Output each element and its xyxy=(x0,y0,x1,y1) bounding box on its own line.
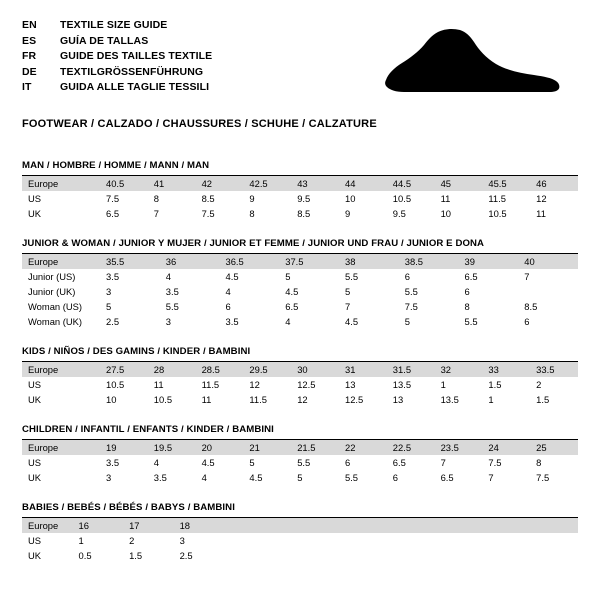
row-label: UK xyxy=(28,550,42,561)
language-title: GUIDE DES TAILLES TEXTILE xyxy=(60,50,213,62)
table-row xyxy=(22,362,578,377)
size-cell: 1.5 xyxy=(129,550,143,561)
dress-shoe-icon xyxy=(370,22,570,102)
size-cell-empty xyxy=(325,548,376,563)
row-label: Junior (UK) xyxy=(28,286,76,297)
size-cell: 5.5 xyxy=(297,457,311,468)
size-cell: 13 xyxy=(344,379,356,390)
size-cell-empty xyxy=(376,548,427,563)
size-table-children xyxy=(22,440,578,485)
language-row xyxy=(22,18,212,34)
size-cell: 9 xyxy=(249,193,255,204)
size-cell: 6.5 xyxy=(106,208,120,219)
size-cell: 10.5 xyxy=(488,208,507,219)
size-cell: 6 xyxy=(464,286,470,297)
size-cell-empty xyxy=(477,518,528,533)
table-row xyxy=(22,314,578,329)
page-title: FOOTWEAR / CALZADO / CHAUSSURES / SCHUHE / CALZATURE xyxy=(22,118,377,130)
size-cell-empty xyxy=(224,533,275,548)
size-cell: 16 xyxy=(73,518,124,533)
size-cell: 5 xyxy=(297,472,303,483)
language-title: GUÍA DE TALLAS xyxy=(60,34,149,47)
size-cell: 8 xyxy=(536,457,542,468)
row-label: UK xyxy=(28,472,42,483)
size-cell: 3 xyxy=(106,286,112,297)
table-row xyxy=(22,440,578,455)
table-row xyxy=(22,548,578,563)
size-cell: 5.5 xyxy=(404,286,418,297)
size-cell: 1 xyxy=(488,394,494,405)
size-cell: 6 xyxy=(524,316,530,327)
table-row xyxy=(22,176,578,191)
size-cell: 7.5 xyxy=(488,457,502,468)
table-row xyxy=(22,191,578,206)
size-cell: 17 xyxy=(123,518,174,533)
size-cell: 7 xyxy=(524,271,530,282)
size-cell: 4.5 xyxy=(285,286,299,297)
section-title: MAN / HOMBRE / HOMME / MANN / MAN xyxy=(22,160,578,176)
size-cell: 45 xyxy=(435,176,483,191)
language-code: EN xyxy=(22,19,37,31)
size-cell: 8.5 xyxy=(524,301,538,312)
size-cell: 36.5 xyxy=(220,254,280,269)
row-label: Woman (UK) xyxy=(28,316,83,327)
size-cell: 4.5 xyxy=(345,316,359,327)
size-cell: 4 xyxy=(153,457,160,468)
size-cell: 6.5 xyxy=(285,301,299,312)
size-cell: 38 xyxy=(339,254,399,269)
size-cell: 7.5 xyxy=(536,472,550,483)
size-cell: 7 xyxy=(440,457,446,468)
size-cell: 10.5 xyxy=(106,379,125,390)
size-cell xyxy=(518,284,578,299)
row-label: US xyxy=(28,457,42,468)
size-cell: 44.5 xyxy=(387,176,435,191)
header xyxy=(22,18,578,102)
language-title: TEXTILE SIZE GUIDE xyxy=(60,19,168,31)
size-cell: 8.5 xyxy=(201,193,215,204)
size-cell: 44 xyxy=(339,176,387,191)
row-label: US xyxy=(28,193,42,204)
size-cell-empty xyxy=(477,548,528,563)
size-cell: 8.5 xyxy=(297,208,311,219)
table-row xyxy=(22,254,578,269)
size-cell: 8 xyxy=(464,301,470,312)
size-cell: 5 xyxy=(106,301,112,312)
language-row xyxy=(22,80,212,96)
size-cell: 13.5 xyxy=(440,394,459,405)
size-cell: 1 xyxy=(440,379,446,390)
size-cell: 0.5 xyxy=(78,550,92,561)
size-cell: 27.5 xyxy=(100,362,148,377)
size-cell: 11.5 xyxy=(249,394,267,405)
language-row xyxy=(22,49,212,65)
size-table-man xyxy=(22,176,578,221)
size-cell: 30 xyxy=(291,362,339,377)
size-cell-empty xyxy=(325,533,376,548)
size-cell-empty xyxy=(275,533,326,548)
table-row xyxy=(22,470,578,485)
size-cell: 13 xyxy=(392,394,404,405)
size-cell: 45.5 xyxy=(482,176,530,191)
size-cell: 22 xyxy=(339,440,387,455)
size-cell-empty xyxy=(527,548,578,563)
size-cell: 5 xyxy=(285,271,291,282)
size-cell: 5 xyxy=(345,286,351,297)
size-cell: 42.5 xyxy=(243,176,291,191)
size-cell-empty xyxy=(426,518,477,533)
size-cell: 32 xyxy=(435,362,483,377)
section-title: CHILDREN / INFANTIL / ENFANTS / KINDER / BAMBINI xyxy=(22,424,578,440)
size-cell: 4.5 xyxy=(249,472,263,483)
language-title-list-body xyxy=(22,18,212,96)
row-label: Junior (US) xyxy=(28,271,76,282)
size-cell: 12.5 xyxy=(297,379,316,390)
size-cell: 4 xyxy=(201,472,207,483)
table-row xyxy=(22,269,578,284)
size-cell: 4.5 xyxy=(201,457,215,468)
size-cell: 41 xyxy=(148,176,196,191)
size-cell: 29.5 xyxy=(243,362,291,377)
size-cell: 6 xyxy=(225,301,231,312)
size-cell-empty xyxy=(325,518,376,533)
size-cell: 7 xyxy=(345,301,351,312)
size-cell: 20 xyxy=(196,440,244,455)
section-children xyxy=(22,424,578,485)
size-cell: 7.5 xyxy=(404,301,418,312)
table-row xyxy=(22,284,578,299)
size-cell: 43 xyxy=(291,176,339,191)
size-cell: 11.5 xyxy=(201,379,220,390)
size-cell: 12.5 xyxy=(344,394,364,405)
size-cell: 11 xyxy=(201,394,212,405)
size-cell: 7.5 xyxy=(201,208,215,219)
size-cell: 39 xyxy=(459,254,519,269)
table-row xyxy=(22,392,578,407)
size-cell: 31 xyxy=(339,362,387,377)
size-cell: 3.5 xyxy=(106,457,120,468)
table-row xyxy=(22,377,578,392)
size-cell: 21.5 xyxy=(291,440,339,455)
size-cell: 10 xyxy=(344,193,356,204)
size-cell: 35.5 xyxy=(100,254,160,269)
size-cell: 1.5 xyxy=(488,379,502,390)
row-label: UK xyxy=(28,394,42,405)
language-row xyxy=(22,65,212,81)
size-cell: 42 xyxy=(196,176,244,191)
table-row xyxy=(22,533,578,548)
size-cell: 11 xyxy=(440,193,451,204)
size-cell: 19.5 xyxy=(148,440,196,455)
table-row xyxy=(22,206,578,221)
size-cell-empty xyxy=(275,548,326,563)
size-table-babies xyxy=(22,518,578,563)
size-cell: 46 xyxy=(530,176,578,191)
size-cell: 1 xyxy=(78,535,84,546)
size-cell: 3.5 xyxy=(225,316,239,327)
language-code: DE xyxy=(22,65,37,78)
row-label: Europe xyxy=(22,362,100,377)
row-label: Europe xyxy=(22,518,73,533)
language-code: ES xyxy=(22,34,37,47)
size-cell-empty xyxy=(477,533,528,548)
size-cell: 10 xyxy=(440,208,452,219)
size-cell-empty xyxy=(376,533,427,548)
row-label: US xyxy=(28,535,42,546)
row-label: Europe xyxy=(22,440,100,455)
size-cell: 3 xyxy=(165,316,171,327)
size-cell: 11.5 xyxy=(488,193,506,204)
size-cell: 11 xyxy=(536,208,546,219)
size-cell: 18 xyxy=(174,518,225,533)
size-cell: 9 xyxy=(344,208,351,219)
language-title: GUIDA ALLE TAGLIE TESSILI xyxy=(60,81,210,93)
size-cell: 23.5 xyxy=(435,440,483,455)
size-cell: 4 xyxy=(225,286,231,297)
size-cell: 6.5 xyxy=(392,457,406,468)
section-junior-woman xyxy=(22,238,578,329)
table-row xyxy=(22,455,578,470)
size-cell: 2 xyxy=(129,535,135,546)
size-cell: 3 xyxy=(179,535,185,546)
size-cell: 4 xyxy=(165,271,171,282)
row-label: Europe xyxy=(22,176,100,191)
size-cell: 5.5 xyxy=(345,271,359,282)
size-cell: 28.5 xyxy=(196,362,244,377)
section-man xyxy=(22,160,578,221)
size-cell: 7 xyxy=(153,208,160,219)
language-row xyxy=(22,34,212,50)
table-row xyxy=(22,518,578,533)
size-cell: 9.5 xyxy=(297,193,311,204)
size-cell: 40.5 xyxy=(100,176,148,191)
size-cell: 21 xyxy=(243,440,291,455)
size-cell: 40 xyxy=(518,254,578,269)
section-title: KIDS / NIÑOS / DES GAMINS / KINDER / BAMBINI xyxy=(22,346,578,362)
section-title: JUNIOR & WOMAN / JUNIOR Y MUJER / JUNIOR ET FEMME / JUNIOR UND FRAU / JUNIOR E DONA xyxy=(22,238,578,254)
size-cell: 6.5 xyxy=(464,271,478,282)
size-cell: 28 xyxy=(148,362,196,377)
row-label: US xyxy=(28,379,42,390)
size-cell: 5.5 xyxy=(464,316,478,327)
section-title: BABIES / BEBÉS / BÉBÉS / BABYS / BAMBINI xyxy=(22,502,578,518)
size-cell: 3.5 xyxy=(106,271,120,282)
size-cell: 12 xyxy=(249,379,260,390)
language-code: IT xyxy=(22,81,32,93)
size-cell: 33 xyxy=(482,362,530,377)
language-title-list xyxy=(22,18,212,96)
size-cell: 4 xyxy=(285,316,291,327)
size-cell: 5.5 xyxy=(344,472,359,483)
size-cell: 38.5 xyxy=(399,254,459,269)
size-cell: 6 xyxy=(344,457,351,468)
size-cell: 8 xyxy=(249,208,255,219)
size-cell: 6 xyxy=(392,472,398,483)
language-title: TEXTILGRÖSSENFÜHRUNG xyxy=(60,65,204,78)
size-cell: 19 xyxy=(100,440,148,455)
size-cell: 12 xyxy=(536,193,547,204)
size-cell: 8 xyxy=(153,193,160,204)
size-cell: 31.5 xyxy=(387,362,435,377)
size-cell: 9.5 xyxy=(392,208,406,219)
size-cell-empty xyxy=(426,548,477,563)
size-cell: 24 xyxy=(482,440,530,455)
size-cell: 25 xyxy=(530,440,578,455)
section-kids xyxy=(22,346,578,407)
size-cell: 3.5 xyxy=(165,286,179,297)
size-cell: 33.5 xyxy=(530,362,578,377)
size-cell: 7.5 xyxy=(106,193,120,204)
size-cell: 5 xyxy=(249,457,255,468)
size-cell: 10 xyxy=(106,394,117,405)
size-cell-empty xyxy=(527,533,578,548)
size-cell: 4.5 xyxy=(225,271,239,282)
size-table-junior-woman xyxy=(22,254,578,329)
size-cell: 2.5 xyxy=(106,316,120,327)
size-cell: 22.5 xyxy=(387,440,435,455)
size-cell: 3.5 xyxy=(153,472,167,483)
language-code: FR xyxy=(22,50,37,62)
size-cell: 2.5 xyxy=(179,550,193,561)
size-cell: 5.5 xyxy=(165,301,179,312)
row-label: Woman (US) xyxy=(28,301,83,312)
size-cell: 7 xyxy=(488,472,494,483)
size-cell-empty xyxy=(426,533,477,548)
size-cell: 11 xyxy=(153,379,164,390)
table-row xyxy=(22,299,578,314)
size-cell-empty xyxy=(275,518,326,533)
size-cell: 6.5 xyxy=(440,472,454,483)
section-babies xyxy=(22,502,578,563)
size-cell-empty xyxy=(224,548,275,563)
row-label: UK xyxy=(28,208,42,219)
size-cell: 2 xyxy=(536,379,542,390)
size-cell: 10.5 xyxy=(392,193,412,204)
size-cell: 5 xyxy=(404,316,410,327)
size-cell-empty xyxy=(224,518,275,533)
size-cell: 3 xyxy=(106,472,112,483)
size-cell: 36 xyxy=(160,254,220,269)
size-table-kids xyxy=(22,362,578,407)
size-cell: 12 xyxy=(297,394,308,405)
size-cell: 6 xyxy=(404,271,410,282)
size-cell: 1.5 xyxy=(536,394,550,405)
size-cell: 37.5 xyxy=(279,254,339,269)
size-cell: 10.5 xyxy=(153,394,173,405)
size-cell-empty xyxy=(527,518,578,533)
size-cell: 13.5 xyxy=(392,379,412,390)
size-cell-empty xyxy=(376,518,427,533)
row-label: Europe xyxy=(22,254,100,269)
